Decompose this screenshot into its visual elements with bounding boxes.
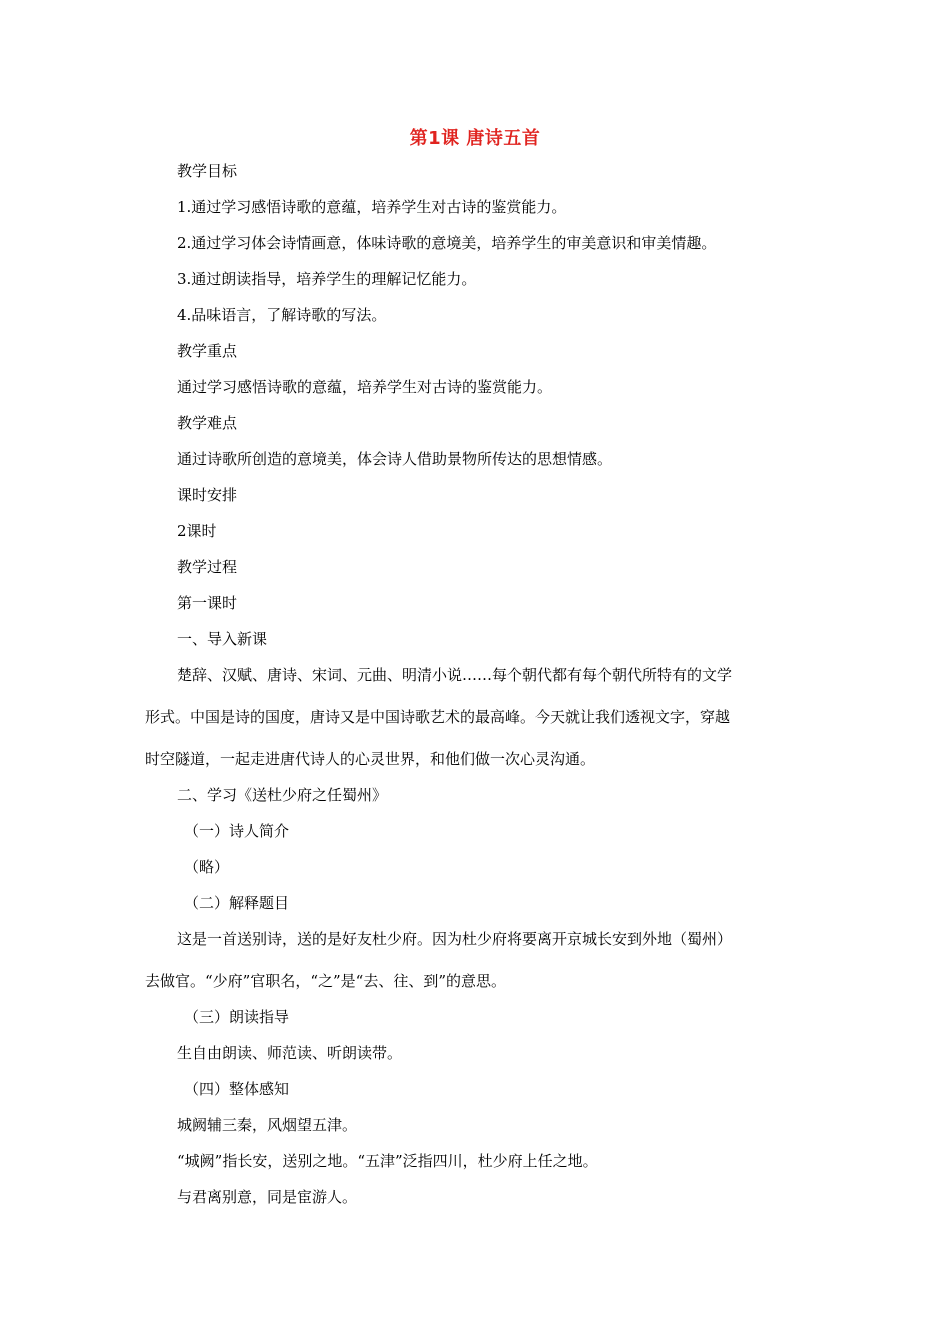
goal-item-2: 2.通过学习体会诗情画意，体味诗歌的意境美，培养学生的审美意识和审美情趣。: [177, 234, 717, 252]
difficulties-text: 通过诗歌所创造的意境美，体会诗人借助景物所传达的思想情感。: [177, 450, 613, 468]
poet-intro-text: （略）: [184, 858, 230, 876]
reading-guide-text: 生自由朗读、师范读、听朗读带。: [177, 1044, 403, 1062]
goal-item-1: 1.通过学习感悟诗歌的意蕴，培养学生对古诗的鉴赏能力。: [177, 198, 567, 216]
poem-line-1-note: “城阙”指长安，送别之地。“五津”泛指四川，杜少府上任之地。: [177, 1152, 598, 1170]
subsection-poet-intro: （一）诗人简介: [184, 822, 290, 840]
key-points-text: 通过学习感悟诗歌的意蕴，培养学生对古诗的鉴赏能力。: [177, 378, 553, 396]
schedule-text: 2课时: [177, 522, 217, 540]
heading-teaching-goals: 教学目标: [177, 162, 238, 180]
intro-paragraph-line-3: 时空隧道，一起走进唐代诗人的心灵世界，和他们做一次心灵沟通。: [145, 750, 596, 768]
goal-item-3: 3.通过朗读指导，培养学生的理解记忆能力。: [177, 270, 477, 288]
title-explain-line-2: 去做官。“少府”官职名，“之”是“去、往、到”的意思。: [145, 972, 507, 990]
poem-line-1: 城阙辅三秦，风烟望五津。: [177, 1116, 358, 1134]
heading-first-lesson: 第一课时: [177, 594, 238, 612]
title-explain-line-1: 这是一首送别诗，送的是好友杜少府。因为杜少府将要离开京城长安到外地（蜀州）: [177, 930, 733, 948]
subsection-title-explain: （二）解释题目: [184, 894, 290, 912]
subsection-overall-perception: （四）整体感知: [184, 1080, 290, 1098]
heading-process: 教学过程: [177, 558, 238, 576]
page-title: 第1课 唐诗五首: [409, 128, 541, 149]
goal-item-4: 4.品味语言，了解诗歌的写法。: [177, 306, 387, 324]
heading-schedule: 课时安排: [177, 486, 238, 504]
intro-paragraph-line-2: 形式。中国是诗的国度，唐诗又是中国诗歌艺术的最高峰。今天就让我们透视文字，穿越: [145, 708, 731, 726]
intro-paragraph-line-1: 楚辞、汉赋、唐诗、宋词、元曲、明清小说……每个朝代都有每个朝代所特有的文学: [177, 666, 733, 684]
poem-line-2: 与君离别意，同是宦游人。: [177, 1188, 358, 1206]
section-study-heading: 二、学习《送杜少府之任蜀州》: [177, 786, 388, 804]
heading-key-points: 教学重点: [177, 342, 238, 360]
heading-difficulties: 教学难点: [177, 414, 238, 432]
section-intro-heading: 一、导入新课: [177, 630, 268, 648]
subsection-reading-guide: （三）朗读指导: [184, 1008, 290, 1026]
